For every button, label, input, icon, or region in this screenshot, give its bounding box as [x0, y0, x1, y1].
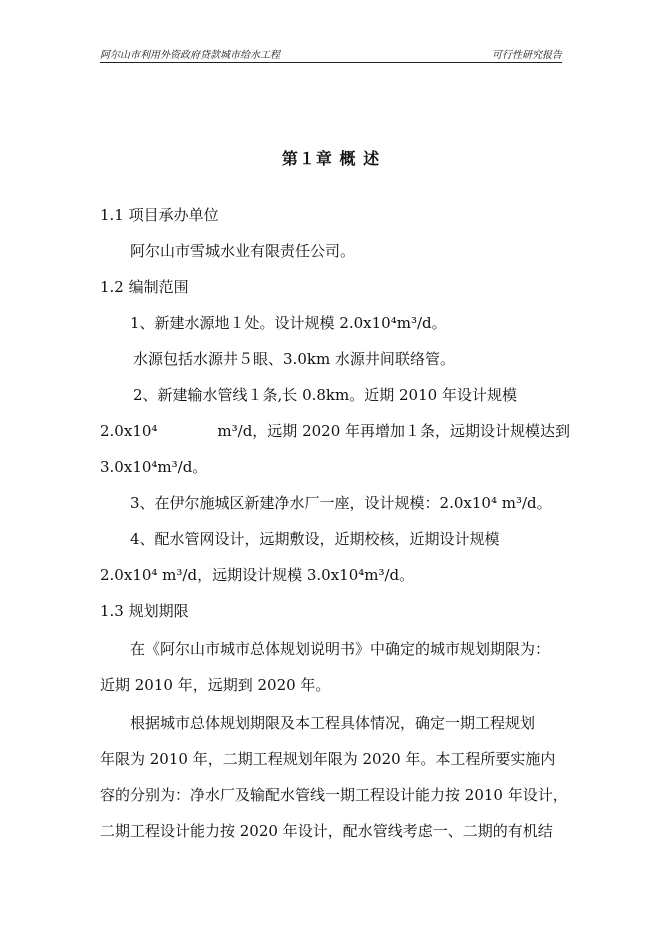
section-1-2-title: 1.2 编制范围 [100, 278, 189, 296]
planning-para-2-line-3: 容的分别为：净水厂及输配水管线一期工程设计能力按 2010 年设计， [100, 786, 568, 804]
scope-item-2-line-3: 3.0x10⁴m³/d。 [100, 458, 208, 476]
scope-item-1: 1、新建水源地１处。设计规模 2.0x10⁴m³/d。 [130, 314, 447, 332]
planning-para-1-line-2: 近期 2010 年，远期到 2020 年。 [100, 676, 331, 694]
scope-item-1-detail: 水源包括水源井５眼、3.0km 水源井间联络管。 [133, 350, 455, 368]
chapter-title: 第１章 概 述 [281, 149, 381, 168]
scope-item-4-line-2: 2.0x10⁴ m³/d，远期设计规模 3.0x10⁴m³/d。 [100, 566, 415, 584]
planning-para-2-line-1: 根据城市总体规划期限及本工程具体情况，确定一期工程规划 [130, 714, 536, 732]
section-1-1-body: 阿尔山市雪城水业有限责任公司。 [130, 242, 356, 260]
section-1-1-title: 1.1 项目承办单位 [100, 206, 219, 224]
planning-para-1-line-1: 在《阿尔山市城市总体规划说明书》中确定的城市规划期限为： [130, 640, 551, 658]
scope-item-3: 3、在伊尔施城区新建净水厂一座，设计规模：2.0x10⁴ m³/d。 [130, 494, 552, 512]
page-header [100, 42, 562, 62]
section-1-3-title: 1.3 规划期限 [100, 602, 189, 620]
scope-item-2-line-2: 2.0x10⁴ m³/d，远期 2020 年再增加１条，远期设计规模达到 [100, 422, 571, 440]
scope-item-4-line-1: 4、配水管网设计，远期敷设，近期校核，近期设计规模 [130, 530, 500, 548]
scope-item-2-line-1: 2、新建输水管线１条,长 0.8km。近期 2010 年设计规模 [133, 386, 517, 404]
header-report-type: 可行性研究报告 [492, 50, 562, 61]
header-document-title: 阿尔山市利用外资政府贷款城市给水工程 [100, 50, 280, 61]
planning-para-2-line-4: 二期工程设计能力按 2020 年设计，配水管线考虑一、二期的有机结 [100, 822, 553, 840]
header-divider [100, 62, 562, 63]
planning-para-2-line-2: 年限为 2010 年，二期工程规划年限为 2020 年。本工程所要实施内 [100, 750, 556, 768]
